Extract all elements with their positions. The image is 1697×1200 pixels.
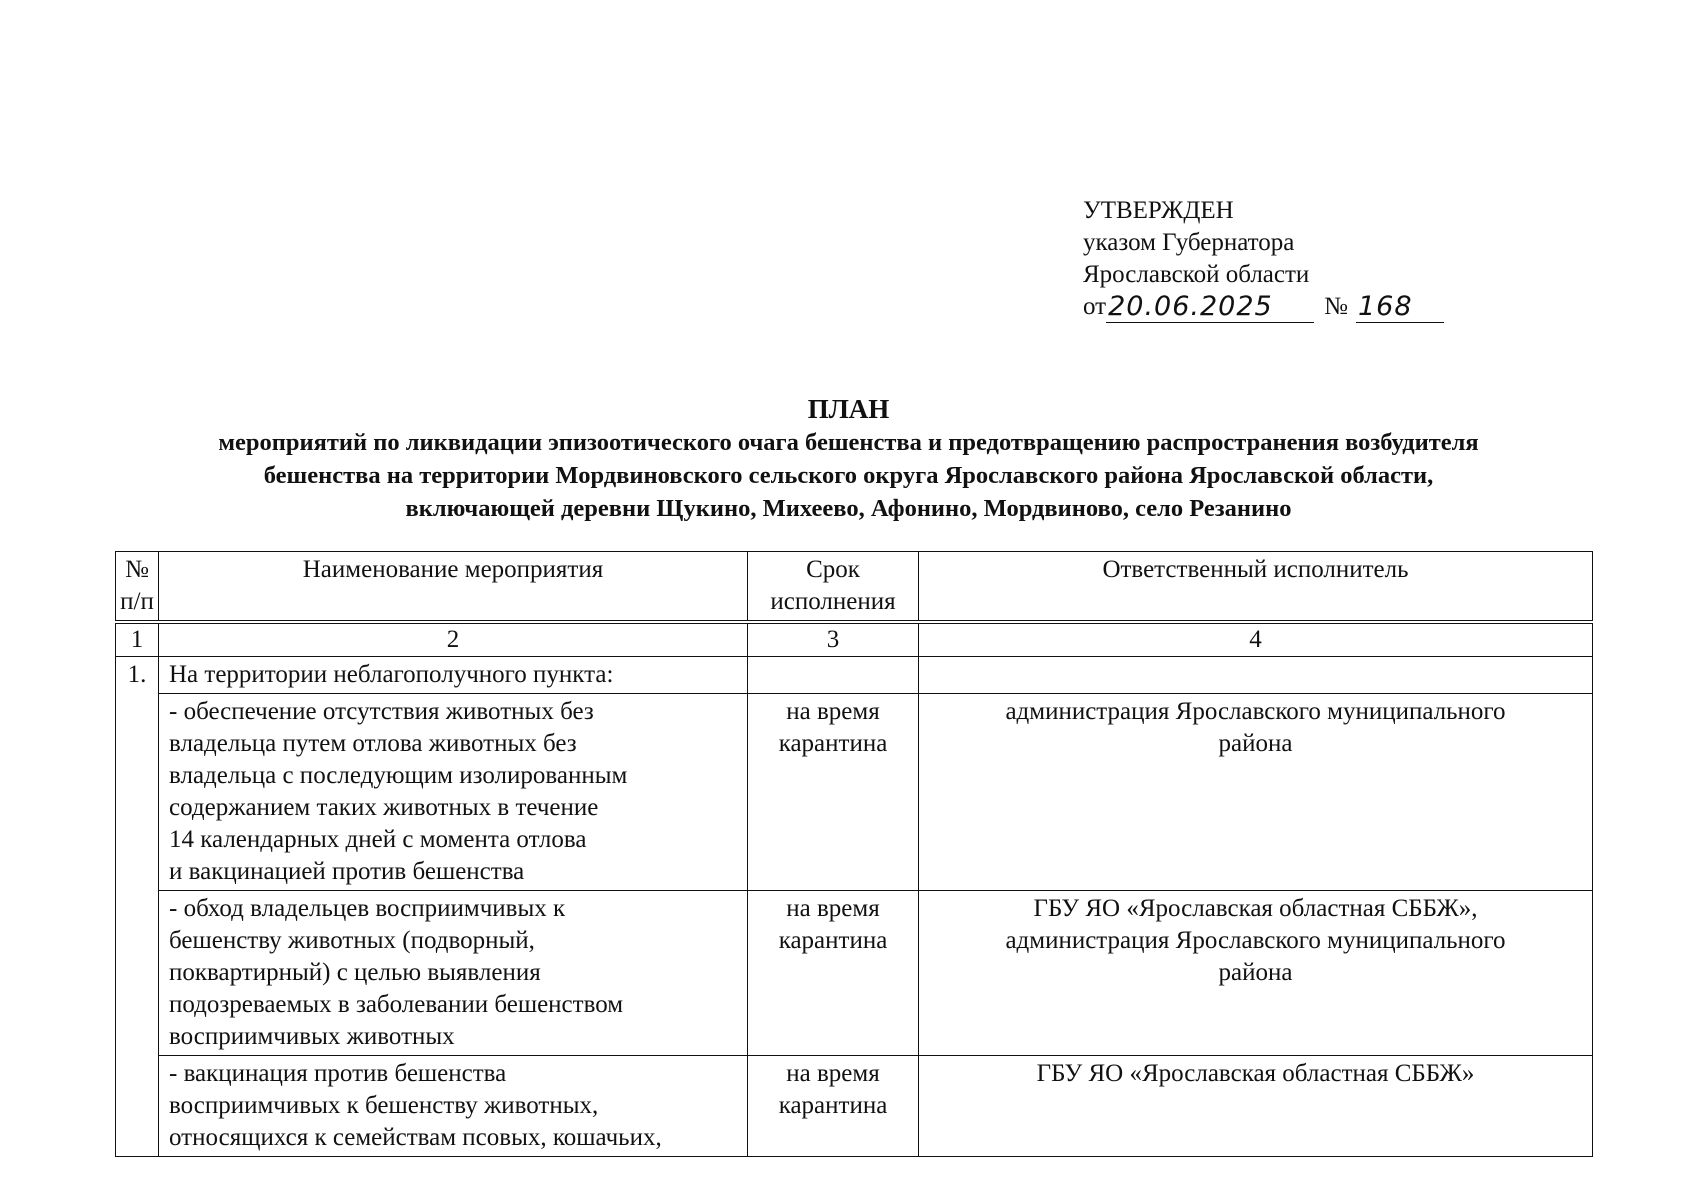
header-responsible-text: Ответственный исполнитель (1102, 556, 1409, 583)
row-1-responsible (919, 694, 1593, 891)
section-deadline-empty (748, 657, 919, 694)
approval-heading: УТВЕРЖДЕН (1083, 197, 1234, 224)
row-1-name-line: 14 календарных дней с момента отлова (169, 826, 587, 853)
row-1-name-line: содержанием таких животных в течение (169, 794, 599, 821)
row-3-deadline-line: карантина (778, 1092, 888, 1119)
document-subtitle-line-1: мероприятий по ликвидации эпизоотического очага бешенства и предотвращению распространения возбудителя (218, 429, 1479, 456)
row-1-name-line: владельца путем отлова животных без (169, 730, 577, 757)
document-title-block (0, 392, 1697, 525)
column-number-4: 4 (919, 622, 1593, 657)
row-3-name (159, 1056, 748, 1157)
row-1-name-line: - обеспечение отсутствия животных без (169, 698, 594, 725)
row-1-deadline (748, 694, 919, 891)
table-row (116, 1056, 1593, 1157)
section-number: 1. (116, 657, 159, 1157)
from-label: от (1083, 293, 1107, 320)
row-3-responsible-line: ГБУ ЯО «Ярославская областная СББЖ» (1036, 1060, 1475, 1087)
row-2-name-line: подозреваемых в заболевании бешенством (169, 991, 624, 1018)
row-3-responsible (919, 1056, 1593, 1157)
row-2-responsible-line: ГБУ ЯО «Ярославская областная СББЖ», (1033, 895, 1478, 922)
column-number-3: 3 (748, 622, 919, 657)
header-deadline-line-1: Срок (806, 556, 860, 583)
row-1-deadline-line: на время (786, 698, 880, 725)
handwritten-date: 20.06.2025 (1106, 292, 1314, 323)
table-row (116, 891, 1593, 1056)
section-heading: На территории неблагополучного пункта: (159, 657, 748, 694)
row-2-deadline (748, 891, 919, 1056)
row-2-name (159, 891, 748, 1056)
header-deadline-line-2: исполнения (770, 588, 896, 615)
section-responsible-empty (919, 657, 1593, 694)
row-2-name-line: бешенству животных (подворный, (169, 927, 535, 954)
table-row (116, 694, 1593, 891)
table-column-numbers-row (116, 622, 1593, 657)
row-1-responsible-line: района (1218, 730, 1293, 757)
number-label: № (1324, 293, 1348, 320)
table-section-row (116, 657, 1593, 694)
header-name (159, 552, 748, 623)
approval-stamp (1083, 195, 1444, 323)
handwritten-number: 168 (1356, 292, 1444, 323)
column-number-1: 1 (116, 622, 159, 657)
approval-decree: указом Губернатора (1083, 229, 1295, 256)
header-name-text: Наименование мероприятия (302, 556, 604, 583)
row-1-name-line: и вакцинацией против бешенства (169, 858, 525, 885)
row-2-responsible-line: района (1218, 959, 1293, 986)
row-3-deadline-line: на время (786, 1060, 880, 1087)
row-1-name (159, 694, 748, 891)
row-2-name-line: поквартирный) с целью выявления (169, 959, 541, 986)
row-3-deadline (748, 1056, 919, 1157)
document-subtitle-line-2: бешенства на территории Мордвиновского сельского округа Ярославского района Ярославской области, (263, 462, 1434, 489)
row-2-responsible-line: администрация Ярославского муниципального (1005, 927, 1506, 954)
document-subtitle-line-3: включающей деревни Щукино, Михеево, Афонино, Мордвиново, село Резанино (405, 495, 1292, 522)
row-1-deadline-line: карантина (778, 730, 888, 757)
row-2-responsible (919, 891, 1593, 1056)
plan-table (115, 551, 1593, 1157)
row-2-deadline-line: на время (786, 895, 880, 922)
header-number-line-2: п/п (120, 588, 154, 615)
column-number-2: 2 (159, 622, 748, 657)
row-2-name-line: восприимчивых животных (169, 1023, 455, 1050)
row-2-deadline-line: карантина (778, 927, 888, 954)
row-3-name-line: восприимчивых к бешенству животных, (169, 1092, 599, 1119)
row-2-name-line: - обход владельцев восприимчивых к (169, 895, 566, 922)
header-number-line-1: № (125, 556, 149, 583)
row-3-name-line: - вакцинация против бешенства (169, 1060, 507, 1087)
row-1-name-line: владельца с последующим изолированным (169, 762, 628, 789)
header-deadline (748, 552, 919, 623)
header-responsible (919, 552, 1593, 623)
table-header-row (116, 552, 1593, 623)
row-3-name-line: относящихся к семействам псовых, кошачьих, (169, 1124, 662, 1151)
approval-date-number (1083, 291, 1444, 323)
header-number (116, 552, 159, 623)
row-1-responsible-line: администрация Ярославского муниципального (1005, 698, 1506, 725)
document-title: ПЛАН (807, 394, 890, 424)
approval-region: Ярославской области (1083, 261, 1310, 288)
